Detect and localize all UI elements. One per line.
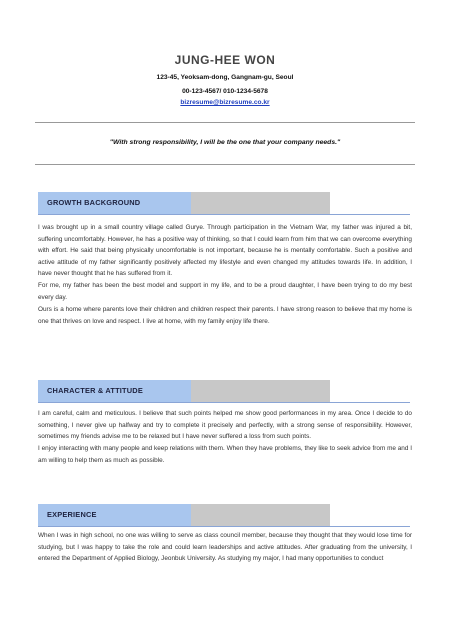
header-gray-band xyxy=(191,504,330,526)
header-gray-band xyxy=(191,380,330,402)
header-underline xyxy=(38,526,410,527)
section-header-experience xyxy=(38,504,330,526)
applicant-name: JUNG-HEE WON xyxy=(174,53,276,67)
top-divider xyxy=(35,122,415,123)
paragraph: I was brought up in a small country village called Gurye. Through participation in the Vietnam War, my father was injured a bit, suffering uncomfortably. However, he has a positive way of thinking, so that I could learn from him that we can overcome everything with effort. He said that being physically uncomfortable is not important, because he is mentally comfortable. Such a positive and active attitude of my father significantly positively affected my lifestyle and even changed my attitudes towards life. In addition, I have never thought that he has suffered from it. xyxy=(38,224,412,278)
section-title: EXPERIENCE xyxy=(47,510,97,519)
section-body-growth xyxy=(38,222,412,327)
phone-numbers: 00-123-4567/ 010-1234-5678 xyxy=(182,88,268,95)
motto: "With strong responsibility, I will be the one that your company needs." xyxy=(109,139,341,146)
section-body-experience xyxy=(38,530,412,565)
paragraph: I enjoy interacting with many people and keep relations with them. When they have problems, they like to seek advice from me and I am willing to help them as much as possible. xyxy=(38,445,412,464)
section-title: CHARACTER & ATTITUDE xyxy=(47,386,143,395)
section-header-character xyxy=(38,380,330,402)
paragraph: I am careful, calm and meticulous. I believe that such points helped me show good performances in my area. Once I decide to do something, I never give up halfway and try to complete it precisely and perfectly, with a strong sense of responsibility. However, sometimes my friends advise me to be relaxed but I have never suffered a loss from such points. xyxy=(38,410,412,441)
section-body-character xyxy=(38,408,412,466)
section-title: GROWTH BACKGROUND xyxy=(47,198,141,207)
paragraph: Ours is a home where parents love their children and children respect their parents. I have strong reason to believe that my home is one that thrives on love and respect. I live at home, with my family enjoy life there. xyxy=(38,306,412,325)
header-underline xyxy=(38,402,410,403)
email-link[interactable]: bizresume@bizresume.co.kr xyxy=(180,99,270,106)
paragraph: When I was in high school, no one was willing to serve as class council member, because they thought that they would lose time for studying, but I was happy to take the role and could learn leaderships and active attitudes. After graduating from the university, I entered the Department of Applied Biology, Jeonbuk University. As studying my major, I had many opportunities to conduct xyxy=(38,532,412,563)
header-gray-band xyxy=(191,192,330,214)
address: 123-45, Yeoksam-dong, Gangnam-gu, Seoul xyxy=(156,74,294,81)
header-underline xyxy=(38,214,410,215)
paragraph: For me, my father has been the best model and support in my life, and to be a proud daughter, I have been trying to do my best every day. xyxy=(38,282,412,302)
section-header-growth xyxy=(38,192,330,214)
motto-divider xyxy=(35,164,415,165)
